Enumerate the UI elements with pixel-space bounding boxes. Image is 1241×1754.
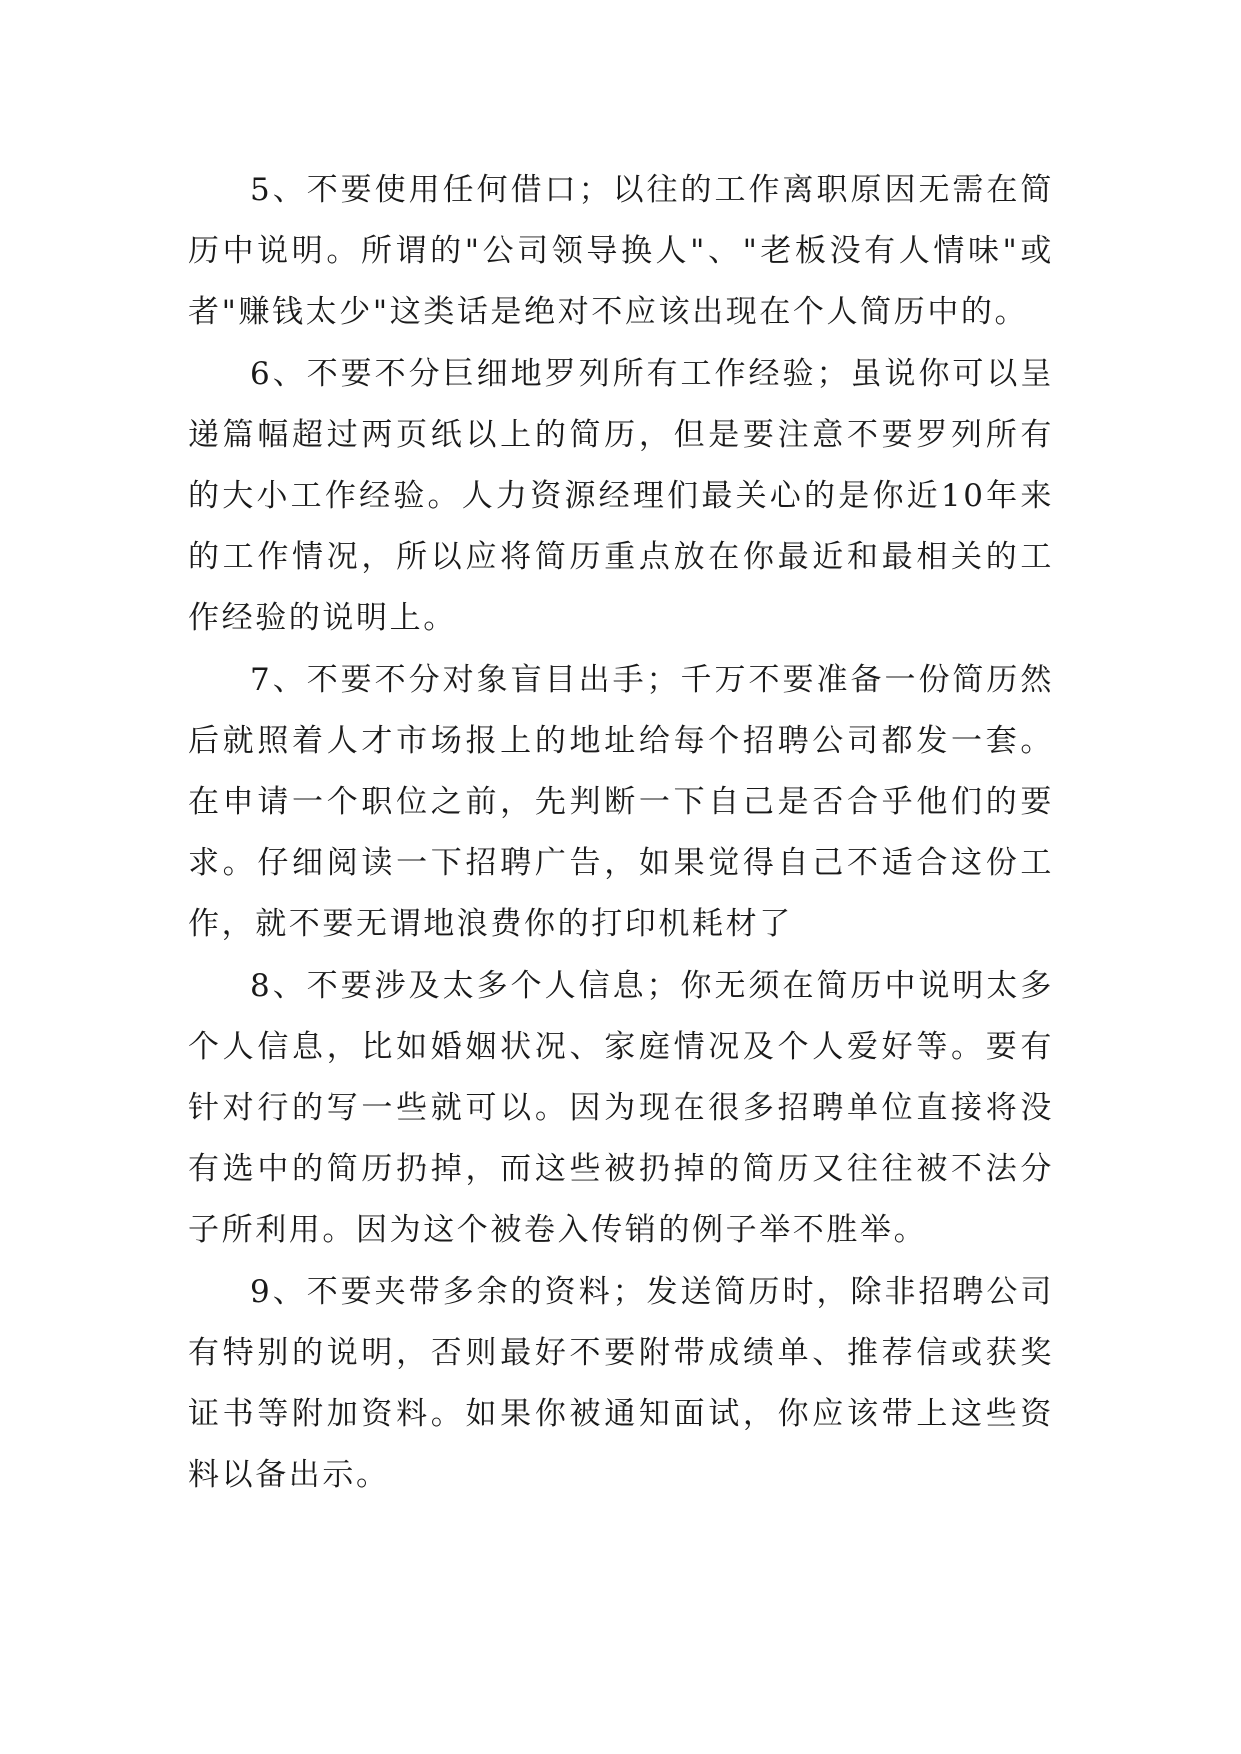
paragraph-tip-8: 8、不要涉及太多个人信息；你无须在简历中说明太多个人信息，比如婚姻状况、家庭情况及个人爱好等。要有针对行的写一些就可以。因为现在很多招聘单位直接将没有选中的简历扔掉，而这些被扔掉的简历又往往被不法分子所利用。因为这个被卷入传销的例子举不胜举。 [188, 967, 1054, 1249]
paragraph-tip-6: 6、不要不分巨细地罗列所有工作经验；虽说你可以呈递篇幅超过两页纸以上的简历，但是要注意不要罗列所有的大小工作经验。人力资源经理们最关心的是你近10年来的工作情况，所以应将简历重点放在你最近和最相关的工作经验的说明上。 [188, 355, 1054, 637]
paragraph-tip-7: 7、不要不分对象盲目出手；千万不要准备一份简历然后就照着人才市场报上的地址给每个招聘公司都发一套。在申请一个职位之前，先判断一下自己是否合乎他们的要求。仔细阅读一下招聘广告，如果觉得自己不适合这份工作，就不要无谓地浪费你的打印机耗材了 [188, 661, 1054, 943]
paragraph-tip-9: 9、不要夹带多余的资料；发送简历时，除非招聘公司有特别的说明，否则最好不要附带成绩单、推荐信或获奖证书等附加资料。如果你被通知面试，你应该带上这些资料以备出示。 [188, 1273, 1054, 1494]
document-body [188, 160, 1054, 1506]
paragraph-tip-5: 5、不要使用任何借口；以往的工作离职原因无需在简历中说明。所谓的"公司领导换人"、"老板没有人情味"或者"赚钱太少"这类话是绝对不应该出现在个人简历中的。 [188, 172, 1054, 331]
